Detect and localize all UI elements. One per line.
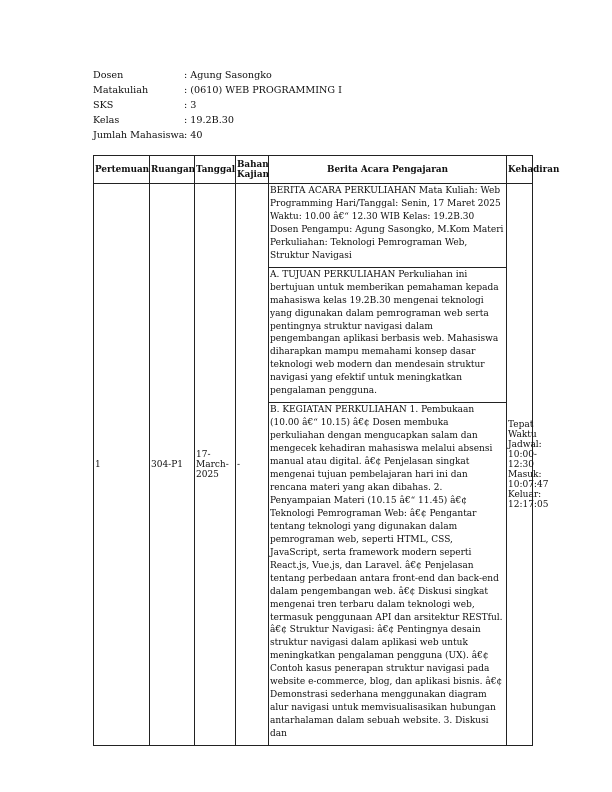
info-label: SKS xyxy=(93,100,114,111)
info-label: Matakuliah xyxy=(93,85,149,96)
info-row-dosen xyxy=(93,68,342,83)
course-info xyxy=(93,68,342,143)
info-value: : 19.2B.30 xyxy=(184,115,234,126)
kehadiran-masuk-label: Masuk: xyxy=(508,469,542,480)
cell-pertemuan: 1 xyxy=(94,184,150,746)
table-header-row xyxy=(94,156,533,184)
info-value: : 3 xyxy=(184,100,197,111)
info-row-matakuliah xyxy=(93,83,342,98)
berita-header-paragraph: BERITA ACARA PERKULIAHAN Mata Kuliah: Web Programming Hari/Tanggal: Senin, 17 Maret 2025 Waktu: 10.00 â€“ 12.30 WIB Kelas: 19.2B.30 Dosen Pengampu: Agung Sasongko, M.Kom Materi Perkuliahan: Teknologi Pemrograman Web, Struktur Navigasi xyxy=(270,186,504,261)
kehadiran-status: Tepat Waktu xyxy=(508,419,537,440)
info-value: : (0610) WEB PROGRAMMING I xyxy=(184,85,342,96)
berita-acara-table xyxy=(93,155,560,746)
header-berita-acara: Berita Acara Pengajaran xyxy=(269,156,507,184)
info-label: Jumlah Mahasiswa xyxy=(93,130,185,141)
info-label: Kelas xyxy=(93,115,120,126)
cell-tanggal: 17-March-2025 xyxy=(195,184,236,746)
table-row xyxy=(94,184,533,746)
kehadiran-jadwal-end: 12:30 xyxy=(508,459,534,470)
info-value: : Agung Sasongko xyxy=(184,70,272,81)
header-bahan-kajian: Bahan Kajian xyxy=(236,156,269,184)
kehadiran-masuk-time: 10:07:47 xyxy=(508,479,549,490)
header-tanggal: Tanggal xyxy=(195,156,236,184)
header-kehadiran: Kehadiran xyxy=(507,156,533,184)
cell-kehadiran xyxy=(507,184,549,746)
berita-tujuan-paragraph: A. TUJUAN PERKULIAHAN Perkuliahan ini bertujuan untuk memberikan pemahaman kepada mahasiswa kelas 19.2B.30 mengenai teknologi yang digunakan dalam pemrograman web serta pentingnya struktur navigasi dalam pengembangan aplikasi berbasis web. Mahasiswa diharapkan mampu memahami konsep dasar teknologi web modern dan mendesain struktur navigasi yang efektif untuk meningkatkan pengalaman pengguna. xyxy=(269,267,506,403)
info-label: Dosen xyxy=(93,70,124,81)
kehadiran-jadwal-label: Jadwal: xyxy=(508,439,542,450)
header-pertemuan: Pertemuan xyxy=(94,156,150,184)
header-ruangan: Ruangan xyxy=(150,156,195,184)
cell-ruangan: 304-P1 xyxy=(150,184,195,746)
cell-bahan-kajian: - xyxy=(236,184,269,746)
info-row-sks xyxy=(93,98,342,113)
kehadiran-keluar-time: 12:17:05 xyxy=(508,499,549,510)
info-value: : 40 xyxy=(184,130,203,141)
kehadiran-keluar-label: Keluar: xyxy=(508,489,542,500)
kehadiran-jadwal-start: 10:00- xyxy=(508,449,537,460)
info-row-jumlah-mahasiswa xyxy=(93,128,342,143)
berita-kegiatan-paragraph: B. KEGIATAN PERKULIAHAN 1. Pembukaan (10.00 â€“ 10.15) â€¢ Dosen membuka perkuliahan dengan mengucapkan salam dan mengecek kehadiran mahasiswa melalui absensi manual atau digital. â€¢ Penjelasan singkat mengenai tujuan pembelajaran hari ini dan rencana materi yang akan dibahas. 2. Penyampaian Materi (10.15 â€“ 11.45) â€¢ Teknologi Pemrograman Web: â€¢ Pengantar tentang teknologi yang digunakan dalam pemrograman web, seperti HTML, CSS, JavaScript, serta framework modern seperti React.js, Vue.js, dan Laravel. â€¢ Penjelasan tentang perbedaan antara front-end dan back-end dalam pengembangan web. â€¢ Diskusi singkat mengenai tren terbaru dalam teknologi web, termasuk penggunaan API dan arsitektur RESTful. â€¢ Struktur Navigasi: â€¢ Pentingnya desain struktur navigasi dalam aplikasi web untuk meningkatkan pengalaman pengguna (UX). â€¢ Contoh kasus penerapan struktur navigasi pada website e-commerce, blog, dan aplikasi bisnis. â€¢ Demonstrasi sederhana menggunakan diagram alur navigasi untuk memvisualisasikan hubungan antarhalaman dalam sebuah website. 3. Diskusi dan xyxy=(269,402,506,745)
cell-berita-acara xyxy=(269,184,507,746)
info-row-kelas xyxy=(93,113,342,128)
